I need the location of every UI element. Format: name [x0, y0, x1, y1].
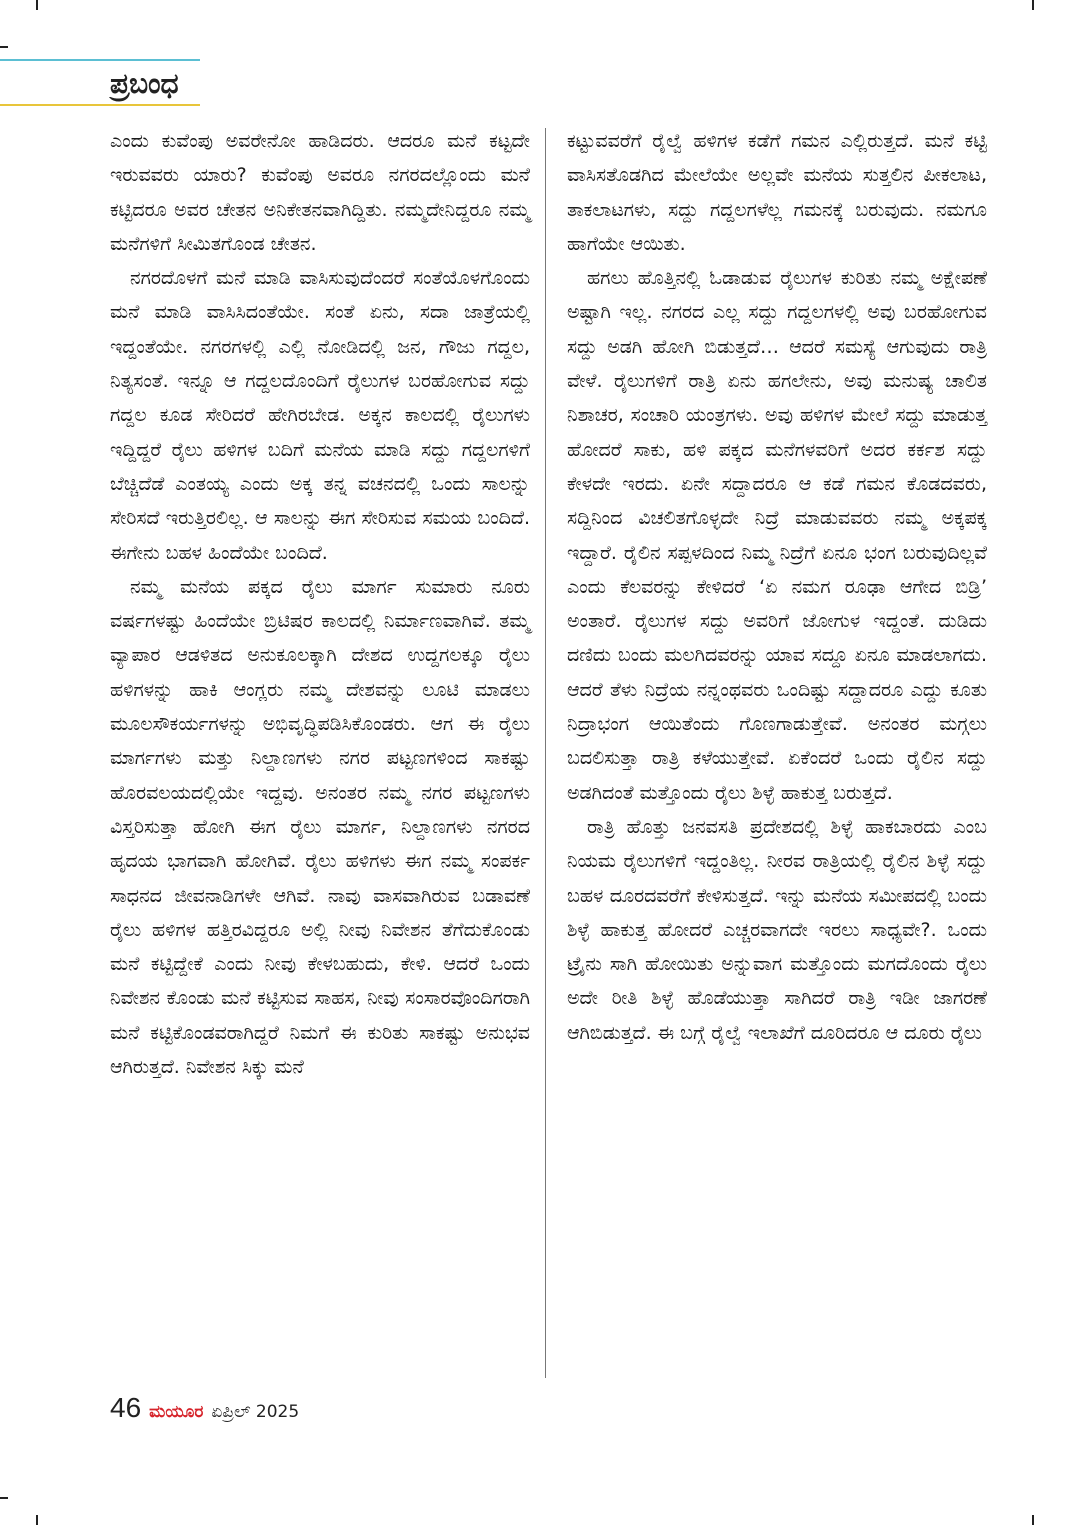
magazine-logo: ಮಯೂರ	[149, 1402, 204, 1422]
section-title: ಪ್ರಬಂಧ	[110, 67, 179, 100]
crop-mark	[0, 1497, 8, 1499]
crop-mark	[36, 0, 38, 10]
column-divider	[545, 128, 546, 1378]
crop-mark	[0, 46, 8, 48]
crop-mark	[1032, 0, 1034, 10]
right-column	[567, 124, 987, 1050]
header-rule-bottom	[0, 104, 200, 106]
issue-date: ಏಪ್ರಿಲ್ 2025	[211, 1402, 300, 1422]
section-header	[0, 56, 210, 108]
header-rule-top	[0, 59, 200, 61]
paragraph: ಎಂದು ಕುವೆಂಪು ಅವರೇನೋ ಹಾಡಿದರು. ಆದರೂ ಮನೆ ಕಟ್ಟದೇ ಇರುವವರು ಯಾರು? ಕುವೆಂಪು ಅವರೂ ನಗರದಲ್ಲೊಂದು ಮನೆ ಕಟ್ಟಿದರೂ ಅವರ ಚೇತನ ಅನಿಕೇತನವಾಗಿದ್ದಿತು. ನಮ್ಮದೇನಿದ್ದರೂ ನಮ್ಮ ಮನೆಗಳಿಗೆ ಸೀಮಿತಗೊಂಡ ಚೇತನ.	[110, 130, 530, 255]
page-number: 46	[110, 1392, 142, 1423]
paragraph: ರಾತ್ರಿ ಹೊತ್ತು ಜನವಸತಿ ಪ್ರದೇಶದಲ್ಲಿ ಶಿಳ್ಳೆ ಹಾಕಬಾರದು ಎಂಬ ನಿಯಮ ರೈಲುಗಳಿಗೆ ಇದ್ದಂತಿಲ್ಲ. ನೀರವ ರಾತ್ರಿಯಲ್ಲಿ ರೈಲಿನ ಶಿಳ್ಳೆ ಸದ್ದು ಬಹಳ ದೂರದವರೆಗೆ ಕೇಳಿಸುತ್ತದೆ. ಇನ್ನು ಮನೆಯ ಸಮೀಪದಲ್ಲಿ ಬಂದು ಶಿಳ್ಳೆ ಹಾಕುತ್ತ ಹೋದರೆ ಎಚ್ಚರವಾಗದೇ ಇರಲು ಸಾಧ್ಯವೇ?. ಒಂದು ಟ್ರೈನು ಸಾಗಿ ಹೋಯಿತು ಅನ್ನುವಾಗ ಮತ್ತೊಂದು ಮಗದೊಂದು ರೈಲು ಅದೇ ರೀತಿ ಶಿಳ್ಳೆ ಹೊಡೆಯುತ್ತಾ ಸಾಗಿದರೆ ರಾತ್ರಿ ಇಡೀ ಜಾಗರಣೆ ಆಗಿಬಿಡುತ್ತದೆ. ಈ ಬಗ್ಗೆ ರೈಲ್ವೆ ಇಲಾಖೆಗೆ ದೂರಿದರೂ ಆ ದೂರು ರೈಲು	[567, 815, 987, 1044]
crop-mark	[36, 1515, 38, 1525]
page-footer	[110, 1392, 299, 1428]
paragraph: ನಗರದೊಳಗೆ ಮನೆ ಮಾಡಿ ವಾಸಿಸುವುದೆಂದರೆ ಸಂತೆಯೊಳಗೊಂದು ಮನೆ ಮಾಡಿ ವಾಸಿಸಿದಂತೆಯೇ. ಸಂತೆ ಏನು, ಸದಾ ಜಾತ್ರೆಯಲ್ಲಿ ಇದ್ದಂತೆಯೇ. ನಗರಗಳಲ್ಲಿ ಎಲ್ಲಿ ನೋಡಿದಲ್ಲಿ ಜನ, ಗೌಜು ಗದ್ದಲ, ನಿತ್ಯಸಂತೆ. ಇನ್ನೂ ಆ ಗದ್ದಲದೊಂದಿಗೆ ರೈಲುಗಳ ಬರಹೋಗುವ ಸದ್ದು ಗದ್ದಲ ಕೂಡ ಸೇರಿದರೆ ಹೇಗಿರಬೇಡ. ಅಕ್ಕನ ಕಾಲದಲ್ಲಿ ರೈಲುಗಳು ಇದ್ದಿದ್ದರೆ ರೈಲು ಹಳಿಗಳ ಬದಿಗೆ ಮನೆಯ ಮಾಡಿ ಸದ್ದು ಗದ್ದಲಗಳಿಗೆ ಬೆಚ್ಚಿದೆಡೆ ಎಂತಯ್ಯ ಎಂದು ಅಕ್ಕ ತನ್ನ ವಚನದಲ್ಲಿ ಒಂದು ಸಾಲನ್ನು ಸೇರಿಸದೆ ಇರುತ್ತಿರಲಿಲ್ಲ. ಆ ಸಾಲನ್ನು ಈಗ ಸೇರಿಸುವ ಸಮಯ ಬಂದಿದೆ. ಈಗೇನು ಬಹಳ ಹಿಂದೆಯೇ ಬಂದಿದೆ.	[110, 267, 530, 564]
left-column	[110, 124, 530, 1084]
paragraph: ಕಟ್ಟುವವರೆಗೆ ರೈಲ್ವೆ ಹಳಿಗಳ ಕಡೆಗೆ ಗಮನ ಎಲ್ಲಿರುತ್ತದೆ. ಮನೆ ಕಟ್ಟಿ ವಾಸಿಸತೊಡಗಿದ ಮೇಲೆಯೇ ಅಲ್ಲವೇ ಮನೆಯ ಸುತ್ತಲಿನ ಪೀಕಲಾಟ, ತಾಕಲಾಟಗಳು, ಸದ್ದು ಗದ್ದಲಗಳೆಲ್ಲ ಗಮನಕ್ಕೆ ಬರುವುದು. ನಮಗೂ ಹಾಗೆಯೇ ಆಯಿತು.	[567, 130, 987, 255]
paragraph: ನಮ್ಮ ಮನೆಯ ಪಕ್ಕದ ರೈಲು ಮಾರ್ಗ ಸುಮಾರು ನೂರು ವರ್ಷಗಳಷ್ಟು ಹಿಂದೆಯೇ ಬ್ರಿಟಿಷರ ಕಾಲದಲ್ಲಿ ನಿರ್ಮಾಣವಾಗಿವೆ. ತಮ್ಮ ವ್ಯಾಪಾರ ಆಡಳಿತದ ಅನುಕೂಲಕ್ಕಾಗಿ ದೇಶದ ಉದ್ದಗಲಕ್ಕೂ ರೈಲು ಹಳಿಗಳನ್ನು ಹಾಕಿ ಆಂಗ್ಲರು ನಮ್ಮ ದೇಶವನ್ನು ಲೂಟಿ ಮಾಡಲು ಮೂಲಸೌಕರ್ಯಗಳನ್ನು ಅಭಿವೃದ್ಧಿಪಡಿಸಿಕೊಂಡರು. ಆಗ ಈ ರೈಲು ಮಾರ್ಗಗಳು ಮತ್ತು ನಿಲ್ದಾಣಗಳು ನಗರ ಪಟ್ಟಣಗಳಿಂದ ಸಾಕಷ್ಟು ಹೊರವಲಯದಲ್ಲಿಯೇ ಇದ್ದವು. ಅನಂತರ ನಮ್ಮ ನಗರ ಪಟ್ಟಣಗಳು ವಿಸ್ತರಿಸುತ್ತಾ ಹೋಗಿ ಈಗ ರೈಲು ಮಾರ್ಗ, ನಿಲ್ದಾಣಗಳು ನಗರದ ಹೃದಯ ಭಾಗವಾಗಿ ಹೋಗಿವೆ. ರೈಲು ಹಳಿಗಳು ಈಗ ನಮ್ಮ ಸಂಪರ್ಕ ಸಾಧನದ ಜೀವನಾಡಿಗಳೇ ಆಗಿವೆ. ನಾವು ವಾಸವಾಗಿರುವ ಬಡಾವಣೆ ರೈಲು ಹಳಿಗಳ ಹತ್ತಿರವಿದ್ದರೂ ಅಲ್ಲಿ ನೀವು ನಿವೇಶನ ತೆಗೆದುಕೊಂಡು ಮನೆ ಕಟ್ಟಿದ್ದೇಕೆ ಎಂದು ನೀವು ಕೇಳಬಹುದು, ಕೇಳಿ. ಆದರೆ ಒಂದು ನಿವೇಶನ ಕೊಂಡು ಮನೆ ಕಟ್ಟಿಸುವ ಸಾಹಸ, ನೀವು ಸಂಸಾರವೊಂದಿಗರಾಗಿ ಮನೆ ಕಟ್ಟಿಕೊಂಡವರಾಗಿದ್ದರೆ ನಿಮಗೆ ಈ ಕುರಿತು ಸಾಕಷ್ಟು ಅನುಭವ ಆಗಿರುತ್ತದೆ. ನಿವೇಶನ ಸಿಕ್ಕು ಮನೆ	[110, 575, 530, 1079]
crop-mark	[1032, 1515, 1034, 1525]
paragraph: ಹಗಲು ಹೊತ್ತಿನಲ್ಲಿ ಓಡಾಡುವ ರೈಲುಗಳ ಕುರಿತು ನಮ್ಮ ಅಕ್ಷೇಪಣೆ ಅಷ್ಟಾಗಿ ಇಲ್ಲ. ನಗರದ ಎಲ್ಲ ಸದ್ದು ಗದ್ದಲಗಳಲ್ಲಿ ಅವು ಬರಹೋಗುವ ಸದ್ದು ಅಡಗಿ ಹೋಗಿ ಬಿಡುತ್ತದೆ… ಆದರೆ ಸಮಸ್ಯೆ ಆಗುವುದು ರಾತ್ರಿ ವೇಳೆ. ರೈಲುಗಳಿಗೆ ರಾತ್ರಿ ಏನು ಹಗಲೇನು, ಅವು ಮನುಷ್ಯ ಚಾಲಿತ ನಿಶಾಚರ, ಸಂಚಾರಿ ಯಂತ್ರಗಳು. ಅವು ಹಳಿಗಳ ಮೇಲೆ ಸದ್ದು ಮಾಡುತ್ತ ಹೋದರೆ ಸಾಕು, ಹಳಿ ಪಕ್ಕದ ಮನೆಗಳವರಿಗೆ ಅದರ ಕರ್ಕಶ ಸದ್ದು ಕೇಳದೇ ಇರದು. ಏನೇ ಸದ್ದಾದರೂ ಆ ಕಡೆ ಗಮನ ಕೊಡದವರು, ಸದ್ದಿನಿಂದ ವಿಚಲಿತಗೊಳ್ಳದೇ ನಿದ್ರೆ ಮಾಡುವವರು ನಮ್ಮ ಅಕ್ಕಪಕ್ಕ ಇದ್ದಾರೆ. ರೈಲಿನ ಸಪ್ಪಳದಿಂದ ನಿಮ್ಮ ನಿದ್ರೆಗೆ ಏನೂ ಭಂಗ ಬರುವುದಿಲ್ಲವೆ ಎಂದು ಕೆಲವರನ್ನು ಕೇಳಿದರೆ ‘ಏ ನಮಗ ರೂಢಾ ಆಗೇದ ಬಿಡ್ರಿ’ ಅಂತಾರೆ. ರೈಲುಗಳ ಸದ್ದು ಅವರಿಗೆ ಜೋಗುಳ ಇದ್ದಂತೆ. ದುಡಿದು ದಣಿದು ಬಂದು ಮಲಗಿದವರನ್ನು ಯಾವ ಸದ್ದೂ ಏನೂ ಮಾಡಲಾಗದು. ಆದರೆ ತೆಳು ನಿದ್ರೆಯ ನನ್ನಂಥವರು ಒಂದಿಷ್ಟು ಸದ್ದಾದರೂ ಎದ್ದು ಕೂತು ನಿದ್ರಾಭಂಗ ಆಯಿತೆಂದು ಗೊಣಗಾಡುತ್ತೇವೆ. ಅನಂತರ ಮಗ್ಗಲು ಬದಲಿಸುತ್ತಾ ರಾತ್ರಿ ಕಳೆಯುತ್ತೇವೆ. ಏಕೆಂದರೆ ಒಂದು ರೈಲಿನ ಸದ್ದು ಅಡಗಿದಂತೆ ಮತ್ತೊಂದು ರೈಲು ಶಿಳ್ಳೆ ಹಾಕುತ್ತ ಬರುತ್ತದೆ.	[567, 267, 987, 804]
